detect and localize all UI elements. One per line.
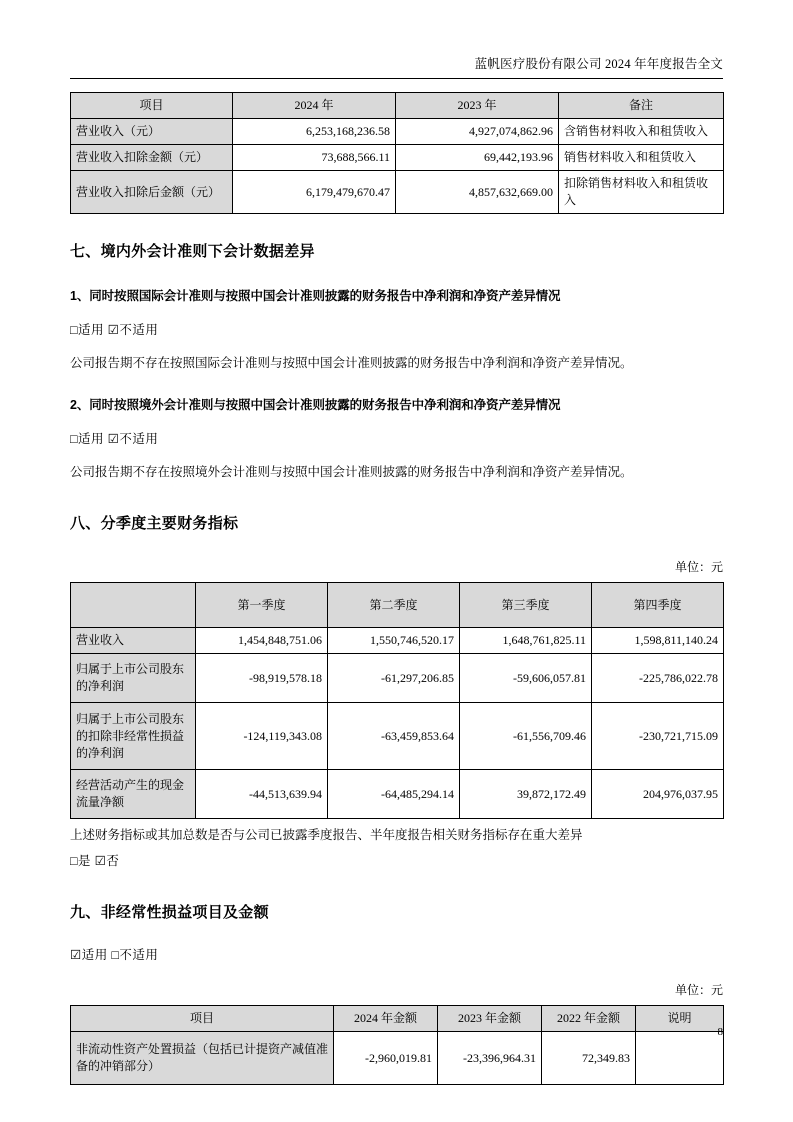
column-header-q1: 第一季度	[196, 583, 328, 628]
cell-q1: -124,119,343.08	[196, 703, 328, 770]
cell-2023: 4,857,632,669.00	[396, 171, 559, 214]
subsection-heading-7-1: 1、同时按照国际会计准则与按照中国会计准则披露的财务报告中净利润和净资产差异情况	[70, 289, 561, 303]
cell-note: 含销售材料收入和租赁收入	[559, 119, 724, 145]
page-number: 8	[717, 1026, 723, 1038]
cell-2024-amount: -2,960,019.81	[334, 1032, 438, 1085]
cell-note: 扣除销售材料收入和租赁收入	[559, 171, 724, 214]
column-header-2023-amount: 2023 年金额	[438, 1006, 542, 1032]
table-row	[71, 171, 724, 214]
column-header-2024-amount: 2024 年金额	[334, 1006, 438, 1032]
table-row	[71, 703, 724, 770]
table-row	[71, 628, 724, 654]
table-row	[71, 770, 724, 819]
paragraph-7-2: 公司报告期不存在按照境外会计准则与按照中国会计准则披露的财务报告中净利润和净资产差异情况。	[70, 465, 633, 479]
revenue-deduction-table	[70, 92, 724, 214]
row-label: 归属于上市公司股东的净利润	[71, 654, 196, 703]
cell-q3: -61,556,709.46	[460, 703, 592, 770]
section-heading-nine: 九、非经常性损益项目及金额	[70, 904, 269, 921]
row-label: 营业收入	[71, 628, 196, 654]
cell-q2: -61,297,206.85	[328, 654, 460, 703]
non-recurring-items-table	[70, 1005, 724, 1085]
cell-q1: -44,513,639.94	[196, 770, 328, 819]
column-header-q4: 第四季度	[592, 583, 724, 628]
cell-2023: 4,927,074,862.96	[396, 119, 559, 145]
cell-q4: -230,721,715.09	[592, 703, 724, 770]
table-header-row	[71, 1006, 724, 1032]
header-divider-rule	[70, 78, 723, 79]
cell-q1: 1,454,848,751.06	[196, 628, 328, 654]
table-header-row	[71, 583, 724, 628]
table-row	[71, 119, 724, 145]
page-content	[70, 92, 723, 1085]
column-header-item: 项目	[71, 1006, 334, 1032]
section-heading-seven: 七、境内外会计准则下会计数据差异	[70, 243, 315, 260]
column-header-q3: 第三季度	[460, 583, 592, 628]
cell-q3: 39,872,172.49	[460, 770, 592, 819]
cell-q3: -59,606,057.81	[460, 654, 592, 703]
column-header-description: 说明	[636, 1006, 724, 1032]
cell-q2: -63,459,853.64	[328, 703, 460, 770]
column-header-2023: 2023 年	[396, 93, 559, 119]
quarterly-financial-indicators-table	[70, 582, 724, 819]
checkbox-line-9[interactable]: ☑适用 □不适用	[70, 948, 159, 962]
column-header-2022-amount: 2022 年金额	[542, 1006, 636, 1032]
table-header-row	[71, 93, 724, 119]
cell-q4: -225,786,022.78	[592, 654, 724, 703]
cell-description	[636, 1032, 724, 1085]
row-label: 营业收入扣除后金额（元）	[71, 171, 233, 214]
cell-2023-amount: -23,396,964.31	[438, 1032, 542, 1085]
cell-2024: 6,253,168,236.58	[233, 119, 396, 145]
cell-q2: -64,485,294.14	[328, 770, 460, 819]
table-row	[71, 1032, 724, 1085]
column-header-item: 项目	[71, 93, 233, 119]
cell-note: 销售材料收入和租赁收入	[559, 145, 724, 171]
column-header-note: 备注	[559, 93, 724, 119]
row-label: 营业收入扣除金额（元）	[71, 145, 233, 171]
running-header: 蓝帆医疗股份有限公司 2024 年年度报告全文	[474, 57, 723, 71]
column-header-blank	[71, 583, 196, 628]
table-row	[71, 145, 724, 171]
row-label: 营业收入（元）	[71, 119, 233, 145]
table-row	[71, 654, 724, 703]
cell-q1: -98,919,578.18	[196, 654, 328, 703]
checkbox-line-7-1[interactable]: □适用 ☑不适用	[70, 323, 159, 337]
unit-label-nine: 单位：元	[674, 983, 723, 997]
row-label: 非流动性资产处置损益（包括已计提资产减值准备的冲销部分）	[71, 1032, 334, 1085]
checkbox-line-8[interactable]: □是 ☑否	[70, 854, 120, 868]
column-header-q2: 第二季度	[328, 583, 460, 628]
cell-q4: 204,976,037.95	[592, 770, 724, 819]
subsection-heading-7-2: 2、同时按照境外会计准则与按照中国会计准则披露的财务报告中净利润和净资产差异情况	[70, 398, 561, 412]
paragraph-7-1: 公司报告期不存在按照国际会计准则与按照中国会计准则披露的财务报告中净利润和净资产差异情况。	[70, 356, 633, 370]
cell-2024: 73,688,566.11	[233, 145, 396, 171]
cell-q4: 1,598,811,140.24	[592, 628, 724, 654]
cell-2024: 6,179,479,670.47	[233, 171, 396, 214]
column-header-2024: 2024 年	[233, 93, 396, 119]
cell-2022-amount: 72,349.83	[542, 1032, 636, 1085]
cell-q3: 1,648,761,825.11	[460, 628, 592, 654]
row-label: 归属于上市公司股东的扣除非经常性损益的净利润	[71, 703, 196, 770]
row-label: 经营活动产生的现金流量净额	[71, 770, 196, 819]
cell-q2: 1,550,746,520.17	[328, 628, 460, 654]
section-heading-eight: 八、分季度主要财务指标	[70, 515, 239, 532]
checkbox-line-7-2[interactable]: □适用 ☑不适用	[70, 432, 159, 446]
cell-2023: 69,442,193.96	[396, 145, 559, 171]
quarterly-difference-question: 上述财务指标或其加总数是否与公司已披露季度报告、半年度报告相关财务指标存在重大差异	[70, 828, 583, 842]
unit-label-eight: 单位：元	[674, 560, 723, 574]
